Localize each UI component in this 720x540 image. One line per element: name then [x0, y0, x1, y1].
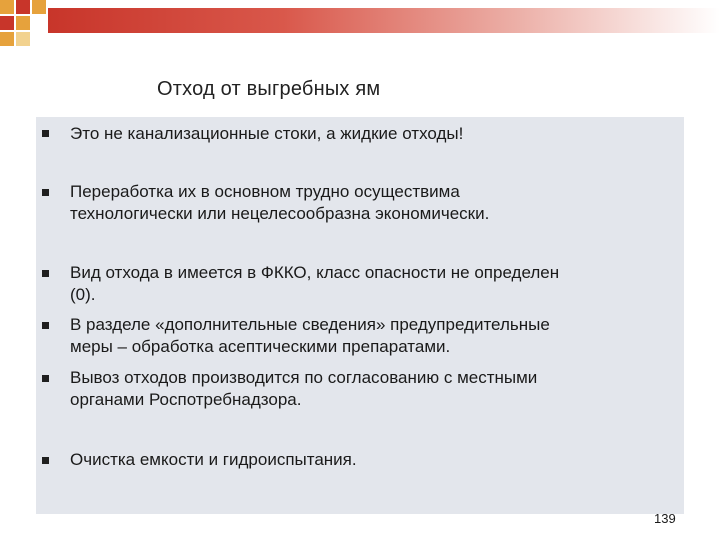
bullet-text: органами Роспотребнадзора. [70, 390, 302, 409]
bullet-marker [42, 457, 49, 464]
bullet-text: Вывоз отходов производится по согласованию с местными [70, 368, 538, 387]
bullet-text: В разделе «дополнительные сведения» предупредительные [70, 315, 550, 334]
deco-square [0, 16, 14, 30]
bullet-text: технологически или нецелесообразна экономически. [70, 204, 490, 223]
bullet-marker [42, 322, 49, 329]
bullet-text: Очистка емкости и гидроиспытания. [70, 450, 357, 469]
bullet-marker [42, 270, 49, 277]
deco-square [32, 0, 46, 14]
bullet-text: Переработка их в основном трудно осуществима [70, 182, 460, 201]
bullet-text: меры – обработка асептическими препаратами. [70, 337, 451, 356]
bullet-text: (0). [70, 285, 96, 304]
bullet-marker [42, 189, 49, 196]
page-number: 139 [654, 514, 676, 524]
bullet-marker [42, 375, 49, 382]
deco-square [16, 16, 30, 30]
deco-square [0, 32, 14, 46]
deco-square [16, 0, 30, 14]
header-gradient-bar [48, 8, 720, 33]
bullet-marker [42, 130, 49, 137]
deco-square [0, 0, 14, 14]
bullet-text: Вид отхода в имеется в ФККО, класс опасности не определен [70, 263, 560, 282]
bullet-text: Это не канализационные стоки, а жидкие отходы! [70, 124, 464, 143]
deco-square [16, 32, 30, 46]
slide-title: Отход от выгребных ям [157, 78, 381, 100]
